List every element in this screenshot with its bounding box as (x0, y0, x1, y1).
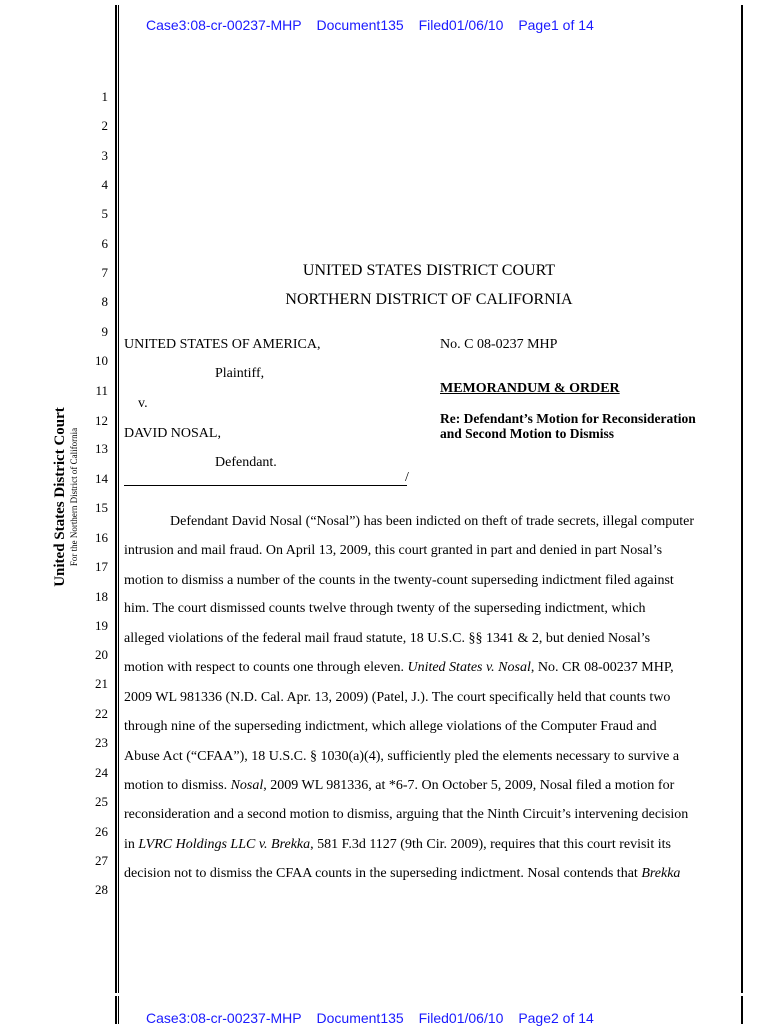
document-title: MEMORANDUM & ORDER (440, 381, 620, 396)
case-citation: LVRC Holdings LLC v. Brekka (138, 837, 311, 852)
side-district-name: For the Northern District of California (69, 427, 79, 567)
right-margin-rule (741, 5, 743, 993)
body-text: intrusion and mail fraud. On April 13, 2009, this court granted in part and denied in part Nosal’s (124, 543, 663, 558)
body-text: reconsideration and a second motion to dismiss, arguing that the Ninth Circuit’s intervening decision (124, 807, 689, 822)
line-number: 16 (95, 530, 108, 545)
body-text: , 2009 WL 981336, at *6-7. On October 5, 2009, Nosal filed a motion for (263, 778, 675, 793)
line-number: 20 (95, 647, 108, 662)
case-citation: Brekka (641, 866, 681, 881)
line-number: 8 (101, 294, 108, 309)
body-line-8 (124, 719, 657, 735)
header-page: Page2 of 14 (518, 1010, 594, 1026)
header-case-number: Case3:08-cr-00237-MHP (146, 1010, 302, 1026)
case-citation: Nosal (230, 778, 264, 793)
line-number: 24 (95, 765, 108, 780)
line-number: 7 (101, 265, 108, 280)
line-number: 26 (95, 824, 108, 839)
line-number: 3 (101, 148, 108, 163)
defendant-name: DAVID NOSAL, (124, 426, 221, 441)
line-number: 19 (95, 618, 108, 633)
body-line-9 (124, 749, 679, 765)
left-margin-rule-next-page-inner (118, 996, 119, 1024)
header-document: Document135 (316, 1010, 404, 1026)
body-text: in (124, 837, 139, 852)
body-line-7 (124, 690, 670, 706)
header-filed: Filed01/06/10 (418, 17, 504, 33)
body-text: alleged violations of the federal mail fraud statute, 18 U.S.C. §§ 1341 & 2, but denied Nosal’s (124, 631, 651, 646)
header-document: Document135 (316, 17, 404, 33)
line-number: 13 (95, 441, 108, 456)
re-line-2: and Second Motion to Dismiss (440, 426, 615, 441)
body-line-4 (124, 601, 646, 617)
plaintiff-name: UNITED STATES OF AMERICA, (124, 337, 321, 352)
line-number: 10 (95, 353, 108, 368)
line-number: 1 (101, 89, 108, 104)
line-number: 12 (95, 413, 108, 428)
left-margin-rule-inner (118, 5, 119, 993)
plaintiff-role: Plaintiff, (215, 366, 265, 381)
side-court-name: United States District Court (52, 407, 68, 587)
line-number: 5 (101, 206, 108, 221)
left-margin-rule-outer (115, 5, 117, 993)
body-text: motion with respect to counts one through eleven. (124, 660, 408, 675)
body-text: , No. CR 08-00237 MHP, (530, 660, 674, 675)
page-header (146, 17, 605, 33)
header-case-number: Case3:08-cr-00237-MHP (146, 17, 302, 33)
body-text: Abuse Act (“CFAA”), 18 U.S.C. § 1030(a)(4), sufficiently pled the elements necessary to survive a (124, 749, 680, 764)
court-title-line2: NORTHERN DISTRICT OF CALIFORNIA (285, 291, 573, 308)
line-number: 14 (95, 471, 108, 486)
line-number: 4 (101, 177, 108, 192)
body-line-10 (124, 778, 674, 794)
right-margin-rule-next-page (741, 996, 743, 1024)
line-number: 21 (95, 676, 108, 691)
versus: v. (138, 396, 148, 411)
line-number: 11 (95, 383, 108, 398)
line-number: 22 (95, 706, 108, 721)
line-number: 6 (101, 236, 108, 251)
line-number: 9 (101, 324, 108, 339)
line-number: 18 (95, 589, 108, 604)
case-citation: United States v. Nosal (407, 660, 531, 675)
line-number: 23 (95, 735, 108, 750)
side-court-label (52, 372, 82, 622)
case-number: No. C 08-0237 MHP (440, 337, 558, 352)
caption-slash: / (405, 470, 409, 485)
header-filed: Filed01/06/10 (418, 1010, 504, 1026)
body-text: motion to dismiss a number of the counts in the twenty-count superseding indictment filed against (124, 573, 674, 588)
body-line-11 (124, 807, 688, 823)
line-number: 25 (95, 794, 108, 809)
header-page: Page1 of 14 (518, 17, 594, 33)
court-title-line1: UNITED STATES DISTRICT COURT (302, 262, 556, 279)
body-line-6 (124, 660, 674, 676)
line-number: 28 (95, 882, 108, 897)
body-text: , 581 F.3d 1127 (9th Cir. 2009), requires that this court revisit its (310, 837, 671, 852)
body-text: through nine of the superseding indictment, which allege violations of the Computer Fraud and (124, 719, 657, 734)
re-line-1: Re: Defendant’s Motion for Reconsideration (440, 411, 696, 426)
body-line-5 (124, 631, 650, 647)
line-number: 15 (95, 500, 108, 515)
body-text: him. The court dismissed counts twelve through twenty of the superseding indictment, which (124, 601, 646, 616)
body-line-12 (124, 837, 671, 853)
body-text: motion to dismiss. (124, 778, 231, 793)
body-text: decision not to dismiss the CFAA counts in the superseding indictment. Nosal contends that (124, 866, 642, 881)
line-number: 17 (95, 559, 108, 574)
line-number: 27 (95, 853, 108, 868)
defendant-role: Defendant. (215, 455, 277, 470)
line-number: 2 (101, 118, 108, 133)
caption-rule (124, 485, 407, 486)
left-margin-rule-next-page (115, 996, 117, 1024)
body-text: Defendant David Nosal (“Nosal”) has been indicted on theft of trade secrets, illegal computer (170, 514, 695, 529)
body-text: 2009 WL 981336 (N.D. Cal. Apr. 13, 2009) (Patel, J.). The court specifically held that counts two (124, 690, 671, 705)
body-line-1 (170, 514, 694, 530)
body-line-2 (124, 543, 662, 559)
body-line-3 (124, 573, 674, 589)
body-line-13 (124, 866, 680, 882)
